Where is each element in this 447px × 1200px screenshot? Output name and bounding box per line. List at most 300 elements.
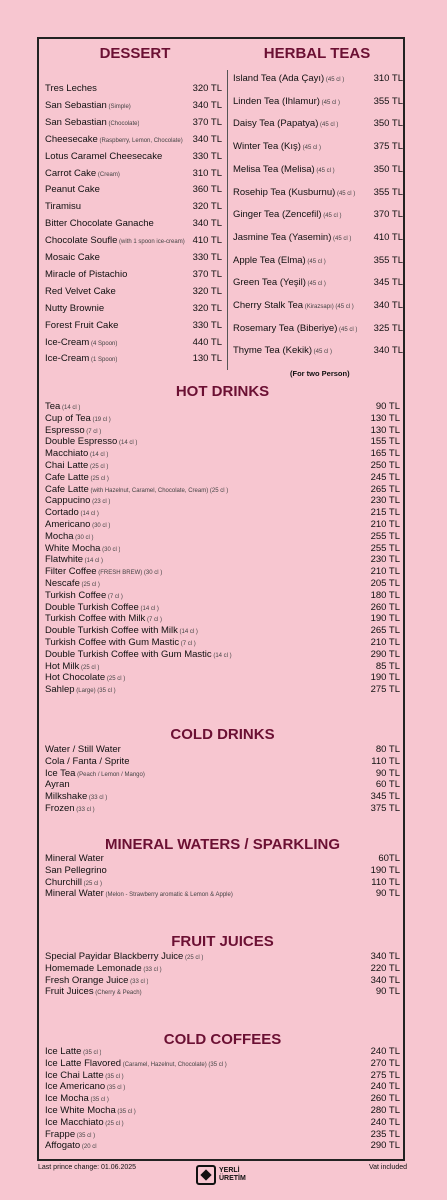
menu-item — [45, 320, 222, 331]
menu-item-note: (30 cl ) — [73, 534, 94, 541]
menu-item-label: Ice-Cream — [45, 353, 90, 365]
menu-item-name — [45, 865, 107, 876]
menu-item-label: Double Turkish Coffee with Gum Mastic — [45, 648, 212, 660]
menu-item-note: (33 cl ) — [141, 966, 162, 973]
menu-item — [45, 413, 400, 424]
menu-item-name — [45, 495, 110, 506]
menu-item — [45, 1140, 400, 1151]
menu-item-name — [45, 168, 120, 179]
menu-item — [45, 661, 400, 672]
menu-item-label: Cheesecake — [45, 133, 98, 145]
menu-item — [45, 590, 400, 601]
menu-item-price: 355 TL — [373, 254, 403, 266]
menu-item-name — [45, 649, 232, 660]
menu-item-price: 60 TL — [375, 779, 400, 791]
menu-item-name — [45, 613, 162, 624]
menu-item-note: (35 cl ) — [88, 1097, 109, 1104]
menu-item-note: (45 cl ) — [324, 77, 345, 83]
menu-item — [45, 472, 400, 483]
menu-item-note: (45 cl ) — [321, 213, 342, 220]
menu-item-price: 155 TL — [370, 436, 400, 448]
menu-item-price: 275 TL — [370, 684, 400, 696]
menu-item-name — [45, 151, 162, 162]
menu-item-name — [45, 425, 101, 436]
menu-item-name — [45, 460, 108, 471]
menu-item-label: Water / Still Water — [45, 744, 121, 755]
menu-item-label: Chocolate Soufle — [45, 235, 118, 247]
menu-item — [45, 235, 222, 246]
menu-item-name — [45, 986, 142, 997]
menu-item-name — [233, 323, 357, 334]
menu-item-label: Special Payidar Blackberry Juice — [45, 951, 184, 962]
menu-item-name — [45, 768, 145, 779]
menu-item-label: Peanut Cake — [45, 184, 100, 196]
menu-item — [45, 888, 400, 899]
menu-item-note: (35 cl ) — [75, 1132, 96, 1139]
menu-item-price: 320 TL — [192, 302, 222, 314]
menu-item-label: Sahlep — [45, 684, 75, 696]
menu-item-price: 255 TL — [370, 542, 400, 554]
menu-item-name — [45, 803, 95, 814]
menu-item-name — [45, 218, 154, 229]
menu-item — [45, 951, 400, 962]
menu-item — [45, 218, 222, 229]
menu-item-label: Ice Latte — [45, 1046, 82, 1057]
menu-item — [233, 323, 403, 334]
menu-item-label: Ice Latte Flavored — [45, 1057, 122, 1069]
dessert-title: DESSERT — [99, 45, 171, 62]
menu-item-label: Mocha — [45, 530, 74, 542]
menu-item-price: 330 TL — [192, 319, 222, 331]
menu-item-label: Winter Tea (Kış) — [233, 141, 301, 153]
menu-item-price: 325 TL — [373, 322, 403, 334]
menu-item-note: (Cream) — [96, 171, 120, 178]
menu-item — [45, 1046, 400, 1057]
menu-item-price: 375 TL — [370, 803, 400, 814]
menu-item-name — [45, 519, 110, 530]
menu-item-price: 340 TL — [370, 974, 400, 986]
menu-item — [45, 303, 222, 314]
menu-item-note: (Simple) — [106, 103, 131, 110]
menu-item-note: (45 cl ) — [331, 235, 352, 242]
menu-item-price: 80 TL — [375, 744, 400, 755]
menu-item — [45, 602, 400, 613]
menu-item-label: Flatwhite — [45, 554, 84, 566]
menu-item — [233, 187, 403, 198]
yerli-uretim-logo — [196, 1162, 252, 1188]
menu-item-label: Nescafe — [45, 578, 80, 589]
menu-item — [45, 436, 400, 447]
menu-item-price: 215 TL — [370, 507, 400, 519]
menu-item-note: (25 cl ) — [81, 880, 102, 887]
menu-item-note: (Caramel, Hazelnut, Chocolate) (35 cl ) — [121, 1061, 227, 1068]
menu-item — [45, 975, 400, 986]
menu-item-label: Thyme Tea (Kekik) — [233, 345, 313, 357]
menu-item — [233, 209, 403, 220]
menu-item-label: Ice Americano — [45, 1081, 106, 1093]
menu-item-price: 210 TL — [370, 519, 400, 530]
menu-item — [45, 986, 400, 997]
menu-item-label: Mosaic Cake — [45, 252, 100, 263]
menu-item-note: (20 cl — [80, 1144, 97, 1151]
menu-item — [45, 484, 400, 495]
menu-item — [45, 791, 400, 802]
menu-item-name — [45, 975, 148, 986]
menu-item-label: Red Velvet Cake — [45, 285, 116, 297]
menu-item-label: Island Tea (Ada Çayı) — [233, 73, 325, 84]
menu-item-name — [233, 164, 335, 175]
menu-item — [233, 277, 403, 288]
menu-item-price: 235 TL — [370, 1128, 400, 1140]
menu-item — [45, 151, 222, 162]
menu-item-note: (Peach / Lemon / Mango) — [75, 771, 145, 778]
menu-item-name — [45, 625, 198, 636]
menu-item-note: (Large) (35 cl ) — [74, 688, 116, 695]
menu-item-label: Ice Macchiato — [45, 1116, 104, 1128]
menu-item-note: (45 cl ) — [305, 258, 326, 265]
menu-item — [45, 252, 222, 263]
menu-item-price: 205 TL — [370, 578, 400, 589]
menu-item — [45, 117, 222, 128]
menu-item-price: 370 TL — [373, 209, 403, 221]
herbal-title: HERBAL TEAS — [263, 45, 371, 62]
menu-item-label: Frappe — [45, 1128, 76, 1140]
menu-item-label: Churchill — [45, 876, 82, 888]
menu-item-name — [45, 779, 70, 790]
menu-item-label: White Mocha — [45, 542, 101, 554]
menu-item-price: 370 TL — [192, 116, 222, 128]
menu-item-price: 90 TL — [375, 986, 400, 998]
menu-item — [233, 141, 403, 152]
menu-item-name — [233, 277, 326, 288]
menu-item-name — [45, 484, 228, 495]
menu-item-name — [45, 661, 99, 672]
menu-item-label: Ayran — [45, 779, 70, 791]
menu-item — [233, 232, 403, 243]
menu-item-price: 310 TL — [373, 73, 403, 84]
menu-item — [45, 269, 222, 280]
menu-item-label: Mineral Water — [45, 853, 104, 864]
menu-item-name — [45, 578, 100, 589]
menu-item — [45, 566, 400, 577]
menu-item-price: 255 TL — [370, 530, 400, 542]
menu-item — [45, 1093, 400, 1104]
cold-coffees-title: COLD COFFEES — [163, 1031, 282, 1048]
cold-drinks-title: COLD DRINKS — [170, 726, 275, 743]
menu-item — [45, 625, 400, 636]
menu-item-price: 340 TL — [192, 133, 222, 145]
menu-item — [45, 672, 400, 683]
menu-item — [233, 255, 403, 266]
menu-item-price: 265 TL — [370, 625, 400, 637]
menu-item-price: 190 TL — [370, 672, 400, 684]
menu-item — [45, 1105, 400, 1116]
menu-item — [45, 779, 400, 790]
menu-item — [45, 756, 400, 767]
menu-item-note: (14 cl ) — [177, 629, 198, 636]
menu-item-name — [233, 300, 354, 311]
menu-item-name — [45, 436, 137, 447]
menu-item-price: 165 TL — [370, 448, 400, 460]
menu-item — [45, 201, 222, 212]
menu-item-note: (35 cl ) — [103, 1073, 124, 1080]
menu-item-note: (25 cl ) — [183, 955, 204, 961]
menu-item-label: Ice Chai Latte — [45, 1069, 104, 1081]
logo-line1: YERLİ — [219, 1167, 240, 1174]
menu-item-note: (25 cl ) — [105, 676, 126, 683]
menu-item-price: 230 TL — [370, 554, 400, 566]
menu-item-price: 310 TL — [192, 167, 222, 179]
menu-item — [45, 168, 222, 179]
menu-item-label: Bitter Chocolate Ganache — [45, 218, 154, 230]
menu-item-note: (14 cl ) — [78, 511, 99, 518]
menu-item-label: Hot Chocolate — [45, 672, 106, 684]
menu-item-price: 320 TL — [192, 285, 222, 297]
menu-item-label: Nutty Brownie — [45, 302, 105, 314]
menu-item-note: (25 cl ) — [79, 664, 100, 671]
menu-item-note: (25 cl ) — [79, 582, 100, 588]
menu-item-note: (45 cl ) — [319, 99, 340, 106]
menu-item-price: 330 TL — [192, 150, 222, 162]
menu-item-label: Cafe Latte — [45, 483, 89, 495]
menu-item-price: 250 TL — [370, 460, 400, 471]
menu-item-label: Forest Fruit Cake — [45, 319, 119, 331]
menu-item-price: 260 TL — [370, 1093, 400, 1105]
menu-item-name — [45, 531, 94, 542]
logo-line2: ÜRETİM — [219, 1175, 246, 1182]
menu-item-name — [233, 345, 332, 356]
menu-item — [45, 1070, 400, 1081]
menu-item — [45, 578, 400, 589]
menu-item-note: (33 cl ) — [87, 795, 108, 802]
menu-item-label: Double Turkish Coffee with Milk — [45, 625, 178, 637]
menu-item-name — [45, 235, 185, 246]
menu-item-price: 130 TL — [370, 424, 400, 436]
menu-item-price: 290 TL — [370, 1140, 400, 1152]
menu-item-name — [45, 1117, 124, 1128]
menu-item — [45, 286, 222, 297]
menu-item-price: 210 TL — [370, 566, 400, 578]
menu-item-name — [45, 672, 125, 683]
menu-item — [45, 1129, 400, 1140]
menu-item-label: Carrot Cake — [45, 167, 97, 179]
menu-item-price: 260 TL — [370, 601, 400, 613]
menu-item-label: Espresso — [45, 424, 85, 436]
menu-item-note: (Kirazsapı) (45 cl ) — [303, 304, 354, 310]
logo-mark-icon — [196, 1165, 216, 1185]
menu-item-note: (7 cl ) — [84, 428, 102, 435]
menu-item-label: Frozen — [45, 803, 75, 814]
menu-item-name — [45, 602, 159, 613]
menu-item-note: (25 cl ) — [103, 1120, 124, 1127]
menu-item-note: (Cherry & Peach) — [93, 990, 142, 997]
menu-item-name — [45, 554, 103, 565]
menu-item-name — [45, 566, 162, 577]
menu-item-note: (4 Spoon) — [89, 340, 118, 347]
menu-item-name — [233, 232, 351, 243]
menu-item-name — [45, 353, 117, 364]
menu-item-note: (25 cl ) — [88, 464, 109, 470]
menu-item — [45, 460, 400, 471]
menu-item — [45, 531, 400, 542]
menu-item-price: 275 TL — [370, 1069, 400, 1081]
menu-item-label: Hot Milk — [45, 660, 80, 672]
menu-item-price: 410 TL — [192, 235, 222, 247]
menu-item-note: (33 cl ) — [128, 978, 149, 985]
menu-item-label: Americano — [45, 519, 91, 530]
menu-item-note: (45 cl ) — [312, 349, 333, 356]
menu-item-price: 360 TL — [192, 184, 222, 196]
menu-item-label: Macchiato — [45, 448, 89, 460]
menu-item — [233, 118, 403, 129]
menu-item-note: (7 cl ) — [179, 641, 196, 647]
menu-item-price: 240 TL — [370, 1046, 400, 1057]
menu-item-price: 330 TL — [192, 252, 222, 263]
menu-item-note: (45 cl ) — [300, 145, 321, 152]
menu-item — [45, 495, 400, 506]
menu-item-price: 340 TL — [370, 951, 400, 962]
menu-item — [45, 554, 400, 565]
menu-item-label: Double Turkish Coffee — [45, 601, 139, 613]
menu-item-label: Rosehip Tea (Kusburnu) — [233, 186, 336, 198]
menu-item — [45, 649, 400, 660]
menu-item-note: (30 cl ) — [90, 523, 111, 529]
menu-item-price: 90 TL — [375, 888, 400, 900]
menu-item-name — [45, 134, 183, 145]
menu-item-note: (45 cl ) — [305, 281, 326, 288]
menu-item-name — [45, 756, 129, 767]
menu-item-note: (19 cl ) — [90, 416, 111, 423]
menu-item-note: (14 cl ) — [138, 605, 159, 612]
menu-item-label: Tea — [45, 401, 61, 412]
menu-item-price: 320 TL — [192, 83, 222, 94]
menu-item — [45, 853, 400, 864]
menu-item-price: 345 TL — [370, 791, 400, 803]
menu-item-label: Cherry Stalk Tea — [233, 300, 304, 311]
menu-item-label: Rosemary Tea (Biberiye) — [233, 322, 338, 334]
menu-item-label: Melisa Tea (Melisa) — [233, 163, 315, 175]
menu-item — [45, 448, 400, 459]
menu-item-label: Green Tea (Yeşil) — [233, 277, 306, 289]
menu-item — [45, 1058, 400, 1069]
menu-item — [45, 543, 400, 554]
menu-item-label: Turkish Coffee with Gum Mastic — [45, 637, 180, 648]
menu-item-name — [45, 413, 111, 424]
menu-item — [45, 134, 222, 145]
menu-item-price: 245 TL — [370, 471, 400, 483]
menu-item-note: (35 cl ) — [81, 1050, 102, 1056]
juices-title: FRUIT JUICES — [171, 933, 274, 950]
vat-note: Vat included — [368, 1164, 407, 1171]
menu-item-price: 345 TL — [373, 277, 403, 289]
menu-item-name — [45, 744, 121, 755]
menu-item-label: Ginger Tea (Zencefil) — [233, 209, 322, 221]
menu-item-label: Daisy Tea (Papatya) — [233, 118, 319, 130]
menu-item-name — [233, 73, 344, 84]
menu-item-note: (14 cl ) — [88, 452, 109, 459]
menu-item-note: (Chocolate) — [106, 120, 140, 127]
menu-item-name — [45, 791, 107, 802]
menu-item — [45, 1081, 400, 1092]
menu-item-note: (30 cl ) — [100, 546, 121, 553]
menu-item-price: 340 TL — [373, 345, 403, 357]
menu-item-note: (7 cl ) — [106, 593, 123, 600]
menu-item — [45, 83, 222, 94]
menu-item-note: (23 cl ) — [90, 499, 111, 506]
menu-item-note: (Raspberry, Lemon, Chocolate) — [97, 137, 183, 144]
herbal-note: (For two Person) — [290, 369, 350, 378]
menu-item-name — [233, 187, 355, 198]
menu-item-label: San Pellegrino — [45, 864, 107, 876]
menu-item-name — [45, 448, 108, 459]
menu-item-name — [45, 83, 97, 94]
menu-item-name — [45, 401, 80, 412]
menu-item-price: 190 TL — [370, 613, 400, 625]
menu-item — [45, 744, 400, 755]
menu-item-label: Linden Tea (Ihlamur) — [233, 95, 320, 107]
menu-item-note: (FRESH BREW) (30 cl ) — [96, 570, 163, 577]
menu-item-price: 60TL — [378, 853, 400, 864]
menu-item-price: 340 TL — [192, 99, 222, 111]
menu-item-price: 180 TL — [370, 589, 400, 601]
menu-item-label: Cola / Fanta / Sprite — [45, 755, 130, 767]
mineral-title: MINERAL WATERS / SPARKLING — [104, 836, 340, 853]
menu-item-name — [45, 507, 99, 518]
menu-item-name — [45, 1129, 95, 1140]
menu-item-name — [45, 320, 118, 331]
menu-item-price: 270 TL — [370, 1057, 400, 1069]
menu-item — [45, 877, 400, 888]
menu-item-name — [45, 117, 139, 128]
menu-item-name — [45, 1093, 109, 1104]
menu-item-note: (14 cl ) — [83, 558, 104, 565]
menu-item-name — [45, 590, 123, 601]
menu-item — [45, 401, 400, 412]
menu-item — [45, 425, 400, 436]
menu-item-price: 370 TL — [192, 268, 222, 280]
menu-item — [45, 768, 400, 779]
menu-item-price: 410 TL — [373, 231, 403, 243]
menu-item-name — [45, 963, 162, 974]
menu-item-name — [45, 1058, 227, 1069]
menu-item-label: Double Espresso — [45, 436, 118, 448]
menu-item-note: (45 cl ) — [335, 190, 356, 197]
menu-item-price: 350 TL — [373, 163, 403, 175]
menu-item-note: (1 Spoon) — [89, 357, 118, 364]
menu-item-name — [45, 888, 233, 899]
menu-item-note: (14 cl ) — [60, 405, 81, 411]
menu-item-price: 130 TL — [370, 412, 400, 424]
menu-item-name — [233, 141, 321, 152]
menu-item-name — [45, 269, 127, 280]
menu-item — [45, 684, 400, 695]
menu-item-name — [45, 1105, 136, 1116]
menu-item-price: 280 TL — [370, 1105, 400, 1116]
menu-item-price: 265 TL — [370, 483, 400, 495]
menu-item-price: 355 TL — [373, 95, 403, 107]
menu-item-name — [45, 252, 100, 263]
menu-item-label: Ice White Mocha — [45, 1105, 116, 1116]
menu-item-label: Tres Leches — [45, 83, 97, 94]
menu-item-name — [45, 684, 116, 695]
menu-item-name — [45, 184, 100, 195]
menu-item-price: 320 TL — [192, 201, 222, 213]
menu-item-label: Cafe Latte — [45, 471, 89, 483]
menu-item-label: Turkish Coffee with Milk — [45, 613, 146, 625]
menu-item-name — [45, 637, 196, 648]
menu-item-price: 90 TL — [375, 401, 400, 412]
menu-item-price: 190 TL — [370, 864, 400, 876]
